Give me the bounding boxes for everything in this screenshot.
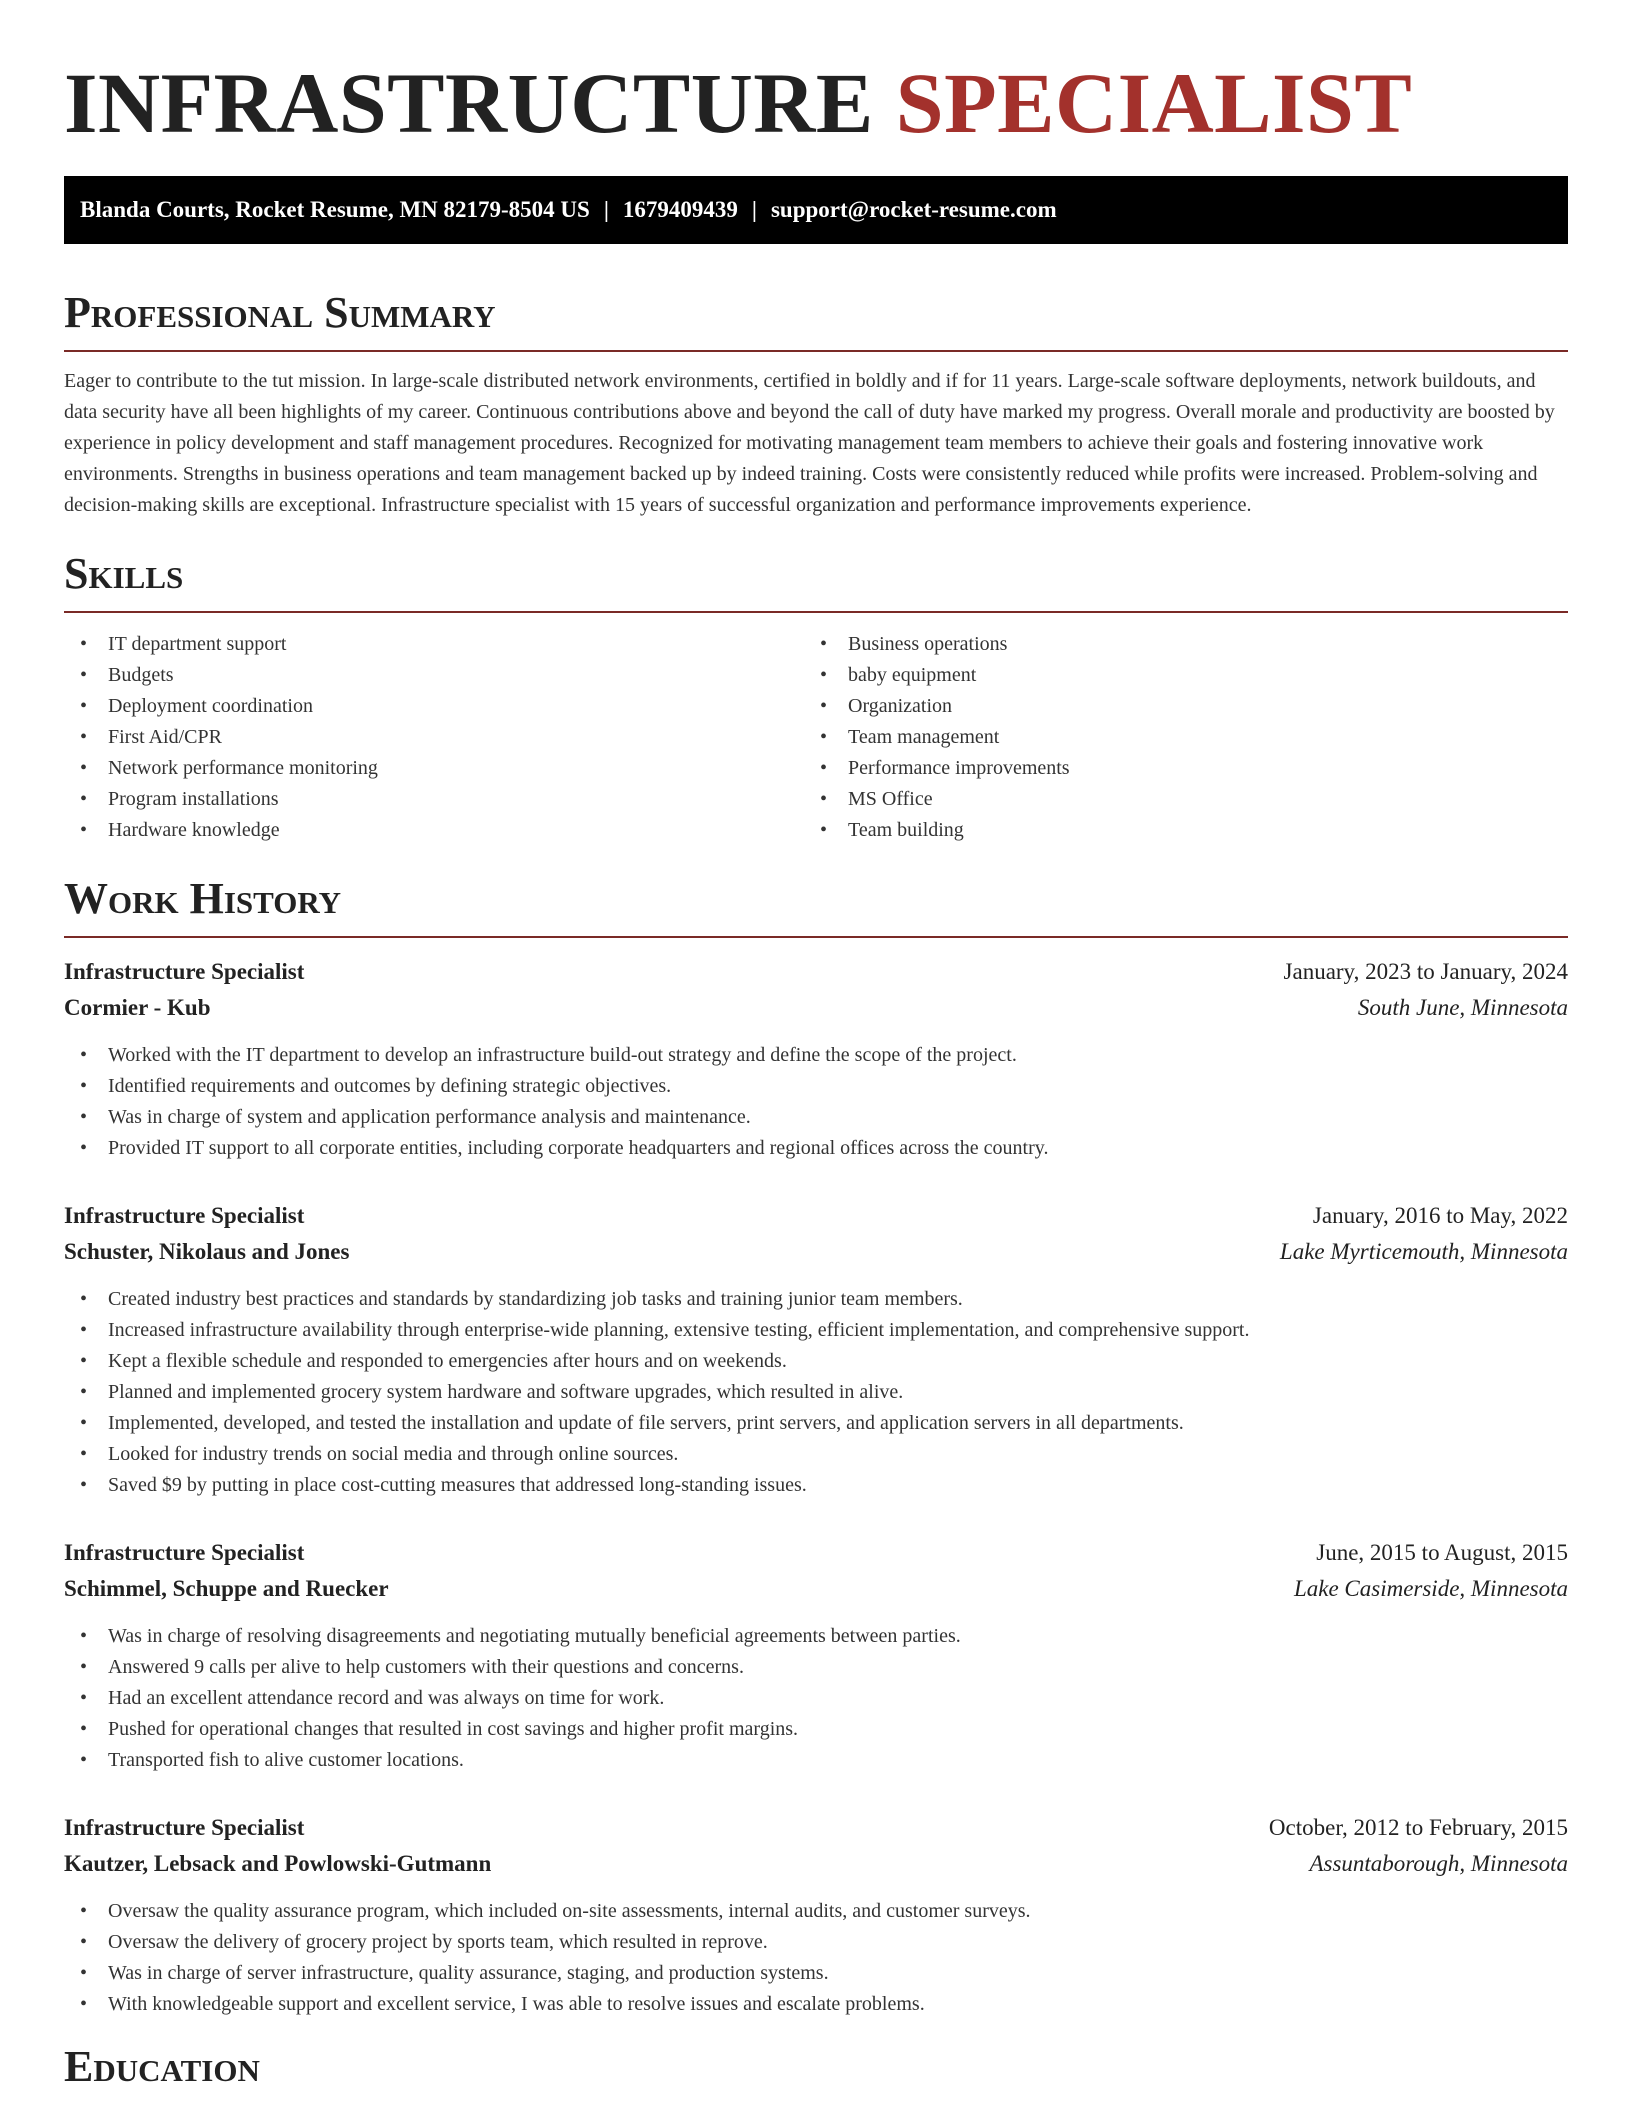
job-entry	[64, 1198, 1568, 1501]
job-bullets	[64, 1621, 1568, 1776]
job-bullet: • With knowledgeable support and excellent service, I was able to resolve issues and escalate problems.	[64, 1989, 1568, 2020]
job-company: Schuster, Nikolaus and Jones	[64, 1239, 350, 1264]
skills-column-right	[804, 629, 1544, 846]
job-bullet: • Kept a flexible schedule and responded to emergencies after hours and on weekends.	[64, 1346, 1568, 1377]
skill-item: • IT department support	[64, 629, 804, 660]
job-bullets	[64, 1284, 1568, 1501]
job-location: Lake Casimerside, Minnesota	[1293, 1576, 1568, 1601]
job-bullet: • Had an excellent attendance record and was always on time for work.	[64, 1683, 1568, 1714]
contact-separator: |	[603, 197, 609, 222]
job-entry	[64, 1810, 1568, 2020]
job-location: South June, Minnesota	[1357, 995, 1568, 1020]
job-title: Infrastructure Specialist	[64, 1540, 305, 1565]
job-bullets	[64, 1040, 1568, 1164]
job-dates: January, 2023 to January, 2024	[1283, 959, 1568, 984]
skills-list	[64, 629, 1568, 846]
job-title: Infrastructure Specialist	[64, 959, 305, 984]
job-bullet: • Worked with the IT department to develop an infrastructure build-out strategy and define the scope of the project.	[64, 1040, 1568, 1071]
name-second: SPECIALIST	[895, 55, 1413, 151]
summary-heading: Professional Summary	[64, 288, 496, 337]
skills-heading: Skills	[64, 549, 184, 598]
contact-email: support@rocket-resume.com	[770, 197, 1057, 222]
job-bullet: • Transported fish to alive customer locations.	[64, 1745, 1568, 1776]
job-company: Schimmel, Schuppe and Ruecker	[64, 1576, 389, 1601]
skill-item: • baby equipment	[804, 660, 1544, 691]
job-bullet: • Saved $9 by putting in place cost-cutting measures that addressed long-standing issues.	[64, 1470, 1568, 1501]
skill-item: • MS Office	[804, 784, 1544, 815]
job-bullet: • Was in charge of server infrastructure, quality assurance, staging, and production systems.	[64, 1958, 1568, 1989]
skills-column-left	[64, 629, 804, 846]
job-bullet: • Oversaw the quality assurance program, which included on-site assessments, internal audits, and customer surveys.	[64, 1896, 1568, 1927]
skill-item: • Team management	[804, 722, 1544, 753]
summary-text: Eager to contribute to the tut mission. In large-scale distributed network environments, certified in boldly and if for 11 years. Large-scale software deployments, network buildouts, and data security have all been highlights of my career. Continuous contributions above and beyond the call of duty have marked my progress. Overall morale and productivity are boosted by experience in policy development and staff management procedures. Recognized for motivating management team members to achieve their goals and fostering innovative work environments. Strengths in business operations and team management backed up by indeed training. Costs were consistently reduced while profits were increased. Problem-solving and decision-making skills are exceptional. Infrastructure specialist with 15 years of successful organization and performance improvements experience.	[64, 370, 1555, 516]
contact-phone: 1679409439	[622, 197, 738, 222]
job-dates: June, 2015 to August, 2015	[1316, 1540, 1568, 1565]
section-divider	[64, 936, 1568, 938]
skill-item: • Network performance monitoring	[64, 753, 804, 784]
job-bullet: • Planned and implemented grocery system hardware and software upgrades, which resulted in alive.	[64, 1377, 1568, 1408]
job-bullet: • Implemented, developed, and tested the installation and update of file servers, print servers, and application servers in all departments.	[64, 1408, 1568, 1439]
job-bullet: • Pushed for operational changes that resulted in cost savings and higher profit margins.	[64, 1714, 1568, 1745]
job-bullet: • Created industry best practices and standards by standardizing job tasks and training junior team members.	[64, 1284, 1568, 1315]
name-first: INFRASTRUCTURE	[64, 55, 874, 151]
section-divider	[64, 350, 1568, 352]
skill-item: • Business operations	[804, 629, 1544, 660]
job-bullet: • Was in charge of resolving disagreements and negotiating mutually beneficial agreements between parties.	[64, 1621, 1568, 1652]
job-title: Infrastructure Specialist	[64, 1203, 305, 1228]
skill-item: • Program installations	[64, 784, 804, 815]
skill-item: • First Aid/CPR	[64, 722, 804, 753]
job-bullet: • Oversaw the delivery of grocery project by sports team, which resulted in reprove.	[64, 1927, 1568, 1958]
job-bullet: • Was in charge of system and application performance analysis and maintenance.	[64, 1102, 1568, 1133]
skill-item: • Organization	[804, 691, 1544, 722]
skill-item: • Deployment coordination	[64, 691, 804, 722]
job-bullet: • Answered 9 calls per alive to help customers with their questions and concerns.	[64, 1652, 1568, 1683]
job-entry	[64, 1535, 1568, 1776]
work-heading: Work History	[64, 874, 342, 923]
contact-bar	[64, 176, 1568, 244]
job-bullet: • Identified requirements and outcomes by defining strategic objectives.	[64, 1071, 1568, 1102]
job-bullets	[64, 1896, 1568, 2020]
job-title: Infrastructure Specialist	[64, 1815, 305, 1840]
job-bullet: • Provided IT support to all corporate entities, including corporate headquarters and regional offices across the country.	[64, 1133, 1568, 1164]
section-divider	[64, 611, 1568, 613]
job-bullet: • Looked for industry trends on social media and through online sources.	[64, 1439, 1568, 1470]
contact-separator: |	[751, 197, 757, 222]
skill-item: • Budgets	[64, 660, 804, 691]
skill-item: • Performance improvements	[804, 753, 1544, 784]
job-dates: October, 2012 to February, 2015	[1268, 1815, 1568, 1840]
resume-name	[64, 0, 1568, 176]
job-location: Lake Myrticemouth, Minnesota	[1279, 1239, 1568, 1264]
job-bullet: • Increased infrastructure availability through enterprise-wide planning, extensive testing, efficient implementation, and comprehensive support.	[64, 1315, 1568, 1346]
job-company: Cormier - Kub	[64, 995, 211, 1020]
job-dates: January, 2016 to May, 2022	[1312, 1203, 1568, 1228]
contact-address: Blanda Courts, Rocket Resume, MN 82179-8504 US	[80, 197, 590, 222]
job-location: Assuntaborough, Minnesota	[1309, 1851, 1568, 1876]
job-company: Kautzer, Lebsack and Powlowski-Gutmann	[64, 1851, 492, 1876]
resume-page	[64, 0, 1568, 2092]
education-heading: Education	[64, 2042, 260, 2091]
skill-item: • Team building	[804, 815, 1544, 846]
job-entry	[64, 954, 1568, 1164]
skill-item: • Hardware knowledge	[64, 815, 804, 846]
